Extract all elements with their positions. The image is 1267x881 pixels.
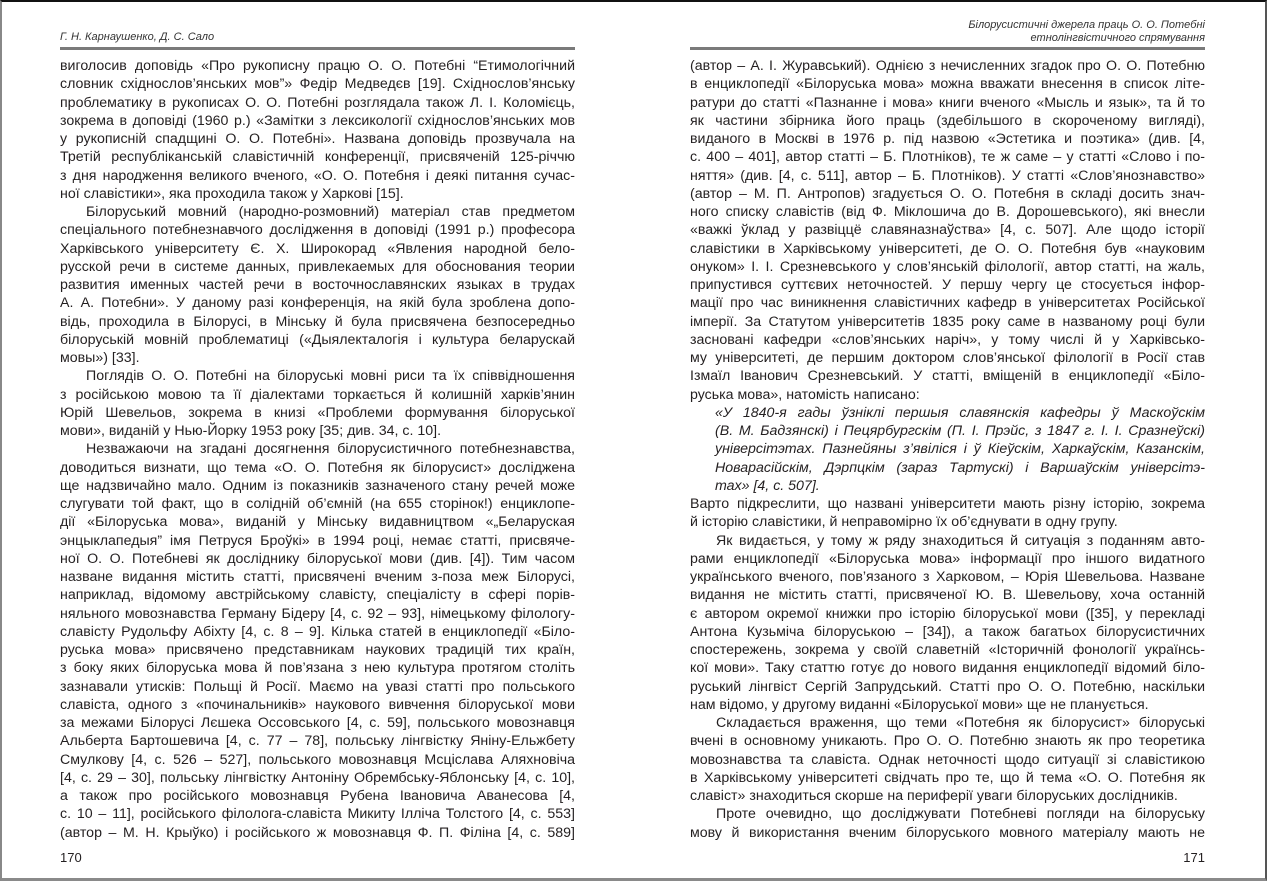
text-line: Білоруський мовний (народно-розмовний) матеріал став предметом [86, 204, 575, 220]
text-line: руський лінгвіст Сергій Запрудський. Статті про О. О. Потебню, наскільки [690, 678, 1205, 695]
text-line: дії «Білоруська мова», виданій у Мінську видавництвом «„Беларуская [60, 514, 575, 531]
text-line: спеціального потебнезнавчого дослідження в доповіді (1991 р.) професора [60, 222, 575, 239]
text-line: нам відомо, у другому виданні «Білоруської мови» ще не планується. [690, 696, 1149, 713]
text-line: славіст» знаходиться скорше на периферії уваги білоруських дослідників. [690, 788, 1178, 804]
text-line: слугувати той факт, що в солідній об’ємній (на 655 сторінок!) енциклопе- [60, 496, 575, 512]
text-line: кої мови». Таку статтю готує до нового видання енциклопедії відомий біло- [690, 660, 1205, 677]
block-quote [690, 404, 1205, 495]
text-line: славіста, одного з «починальників» наукового вивчення білоруської мови [60, 696, 575, 713]
header-rule [690, 47, 1205, 50]
text-line: мову й використання вченим білоруського мовного матеріалу мають не [690, 824, 1205, 841]
text-line: назване видання містить статті, присвячені вченим з-поза меж Білорусі, [60, 569, 575, 585]
text-line: українського вченого, пов’язаного з Харковом, – Юрія Шевельова. Назване [690, 569, 1205, 585]
text-line: мації про час виникнення славістичних кафедр в університетах Російської [690, 295, 1205, 312]
text-line: няття» (див. [4, с. 511], автор – Б. Плотніков). У статті «Слов’янознавство» [690, 167, 1205, 184]
text-line: онуком» І. І. Срезневського у слов’янській філології, автор статті, на жаль, [690, 258, 1205, 275]
text-line: з боку яких білоруська мова й пов’язана з нею культура протягом століть [60, 660, 575, 677]
text-line: ще надзвичайно мало. Одним із показників зазначеного стану речей може [60, 477, 575, 494]
text-line: ного списку славістів (від Ф. Міклошича до В. Дорошевського), які внесли [690, 204, 1205, 220]
text-line: славістики в Харківському університеті, де О. О. Потебня був «науковим [690, 240, 1205, 257]
left-page-body [60, 57, 575, 842]
text-line: развития именных частей речи в восточнославянских языках в трудах [60, 277, 575, 293]
text-line: руська мова» присвячено представникам наукових традицій тих країн, [60, 642, 575, 658]
text-line: Проте очевидно, що досліджувати Потебневі погляди на білоруську [716, 806, 1205, 823]
paragraph [60, 367, 575, 440]
text-line: наприклад, відомому австрійському славісту, спеціалісту в сфері порів- [60, 587, 575, 604]
text-line: с. 400 – 401], автор статті – Б. Плотніков), те ж саме – у статті «Слово і по- [690, 149, 1205, 166]
text-line: «У 1840-я гады ўзніклі першыя славянскія кафедры ў Маскоўскім [715, 404, 1205, 421]
text-line: й історію славістики, й неправомірно їх об’єднувати в одну групу. [690, 514, 1118, 531]
text-line: энцыклапедыя” імя Петруся Броўкі» в 1994 році, немає статті, присвяче- [60, 532, 575, 549]
text-line: му університеті, де першим доктором слов’янської філології в Росії став [690, 350, 1205, 366]
text-line: Альберта Бартошевича [4, с. 77 – 78], польську лінгвістку Яніну-Ельжбету [60, 733, 575, 750]
text-line: Третій республіканській славістичній конференції, присвяченій 125-річчю [60, 149, 575, 166]
text-line: виголосив доповідь «Про рукописну працю О. О. Потебні “Етимологічний [60, 58, 575, 74]
text-line: з російською мовою та її діалектами торкається й колишній харків’янин [60, 386, 575, 403]
paragraph [60, 57, 575, 203]
text-line: універсітэтах. Пазнейяны з’явіліся і ў Кіеўскім, Харкаўскім, Казанскім, [715, 441, 1205, 458]
text-line: ратури до статті «Пазнанне і мова» книги вченого «Мысль и язык», та й то [690, 94, 1205, 111]
paragraph [60, 203, 575, 367]
header-rule [60, 47, 575, 50]
text-line: доводиться визнати, що тема «О. О. Потебня як білорусист» досліджена [60, 459, 575, 476]
text-line: няльного мовознавства Герману Бідеру [4, с. 92 – 93], німецькому філологу- [60, 605, 575, 622]
text-line: Варто підкреслити, що названі університети мають різну історію, зокрема [690, 496, 1205, 512]
right-page-body [690, 57, 1205, 842]
text-line: русской речи в системе данных, привлекаемых для обоснования теории [60, 258, 575, 275]
text-line: білоруській мовній проблематиці («Дыялекталогія і культура беларускай [60, 331, 575, 348]
text-line: а також про російського мовознавця Рубена Івановича Аванесова [4, [60, 788, 575, 804]
text-line: Складається враження, що теми «Потебня як білорусист» білоруські [716, 715, 1205, 731]
running-head-line: Білорусистичні джерела праць О. О. Потебні [968, 19, 1205, 31]
text-line: Харківського університету Є. Х. Широкорад «Явления народной бело- [60, 240, 575, 257]
paragraph [60, 440, 575, 842]
text-line: Незважаючи на згадані досягнення білорусистичного потебнезнавства, [86, 441, 575, 458]
text-line: славісту Рудольфу Абіхту [4, с. 8 – 9]. Кілька статей в енциклопедії «Біло- [60, 623, 575, 640]
text-line: припустився суттєвих неточностей. У першу чергу це стосується інфор- [690, 277, 1205, 293]
text-line: «важкі ўклад у развіццё славяназнаўства» [4, с. 507]. Але щодо історії [690, 222, 1205, 239]
right-page [690, 0, 1205, 881]
text-line: Ізмаїл Іванович Срезневський. У статті, вміщеній в енциклопедії «Біло- [690, 368, 1205, 385]
text-line: (автор – М. Н. Крыўко) і російського ж мовознавця Ф. П. Філіна [4, с. 589] [60, 824, 575, 841]
text-line: с. 10 – 11], російського філолога-славіста Микиту Ілліча Толстого [4, с. 553] [60, 806, 575, 823]
text-line: [4, с. 29 – 30], польську лінгвістку Антоніну Обрембську-Яблонську [4, с. 10], [60, 769, 575, 786]
running-head-line: етнолінгвістичного спрямування [1030, 32, 1205, 44]
text-line: як частини збірника його праць (здебільшого в скороченому вигляді), [690, 112, 1205, 129]
text-line: видання не містить статті, присвяченої Ю. В. Шевельову, хоча останній [690, 587, 1205, 604]
paragraph [690, 57, 1205, 404]
left-page [60, 0, 575, 881]
text-line: Антона Кузьміча білоруською – [34]), а також багатьох білорусистичних [690, 623, 1205, 640]
text-line: тах» [4, с. 507]. [715, 477, 820, 494]
text-line: ної О. О. Потебневі як досліднику білоруської мови (див. [4]). Тим часом [60, 550, 575, 567]
text-line: ної славістики», яка проходила також у Харкові [15]. [60, 185, 404, 202]
text-line: з дня народження великого вченого, «О. О. Потебня і деякі питання сучас- [60, 167, 575, 184]
text-line: в Харківському університеті свідчать про те, що й тема «О. О. Потебня як [690, 769, 1205, 786]
text-line: мовознавства та славіста. Однак неточності щодо ситуації зі славістикою [690, 751, 1205, 768]
text-line: проблематику в рукописах О. О. Потебні розглядала також Л. І. Коломієць, [60, 94, 575, 111]
text-line: у рукописній спадщині О. О. Потебні». Названа доповідь прозвучала на [60, 131, 575, 147]
page-number: 171 [1183, 850, 1205, 865]
text-line: руська мова», натомість написано: [690, 386, 920, 403]
text-line: Поглядів О. О. Потебні на білоруські мовні риси та їх співвідношення [86, 368, 575, 385]
text-line: вчені в основному уникають. Про О. О. Потебню знають як про теоретика [690, 733, 1205, 750]
text-line: в енциклопедії «Білоруська мова» можна вважати внесення в список літе- [690, 76, 1205, 93]
page-number: 170 [60, 850, 82, 865]
text-line: Новарасійскім, Дэрпцкім (зараз Тартускі) і Варшаўскім універсітэ- [715, 459, 1205, 476]
text-line: виданого в Москві в 1976 р. під назвою «Эстетика и поэтика» (див. [4, [690, 131, 1205, 147]
text-line: Смулкову [4, с. 526 – 527], польського мовознавця Мсціслава Аляхновіча [60, 751, 575, 768]
text-line: спостережень, зокрема у своїй славетній «Історичній фонології українсь- [690, 642, 1205, 658]
text-line: імперії. За Статутом університетів 1835 року саме в названому році були [690, 313, 1205, 330]
paragraph [690, 714, 1205, 805]
running-head-authors: Г. Н. Карнаушенко, Д. С. Сало [60, 31, 215, 43]
text-line: зазнавали утисків: Польщі й Росії. Маємо на увазі статті про польського [60, 678, 575, 695]
text-line: Як видається, у тому ж ряду знаходиться й ситуація з поданням авто- [716, 532, 1205, 549]
text-line: (автор – М. П. Антропов) згадується О. О. Потебня в складі досить знач- [690, 185, 1205, 202]
paragraph [690, 532, 1205, 715]
text-line: за межами Білорусі Лєшека Оссовського [4, с. 59], польського мовознавця [60, 715, 575, 731]
paragraph [690, 495, 1205, 532]
paragraph [690, 805, 1205, 842]
text-line: мови», виданій у Нью-Йорку 1953 року [35; див. 34, с. 10]. [60, 423, 442, 439]
running-head-title [690, 19, 1205, 45]
text-line: словник східнослов’янських мов”» Федір Медведєв [19]. Східнослов’янську [60, 76, 575, 93]
text-line: (автор – А. І. Журавський). Однією з нечисленних згадок про О. О. Потебню [690, 58, 1205, 74]
text-line: (В. М. Бадзянскі) і Пецярбургскім (П. І. Прэйс, з 1847 г. І. І. Сразнеўскі) [715, 423, 1205, 439]
text-line: засновані кафедри «слов’янських наріч», у тому числі й у Харківсько- [690, 331, 1205, 348]
text-line: А. А. Потебни». У даному разі конференція, на якій була зроблена допо- [60, 295, 575, 312]
text-line: мовы») [33]. [60, 350, 140, 366]
text-line: відь, проходила в Білорусі, в Мінську й була присвячена безпосередньо [60, 313, 575, 330]
text-line: рами енциклопедії «Білоруська мова» інформації про іншого видатного [690, 550, 1205, 567]
text-line: зокрема в доповіді (1960 р.) «Замітки з лексикології східнослов’янських мов [60, 112, 575, 129]
text-line: є автором окремої книжки про історію білоруської мови ([35], у перекладі [690, 605, 1205, 622]
text-line: Юрій Шевельов, зокрема в книзі «Проблеми формування білоруської [60, 404, 575, 421]
